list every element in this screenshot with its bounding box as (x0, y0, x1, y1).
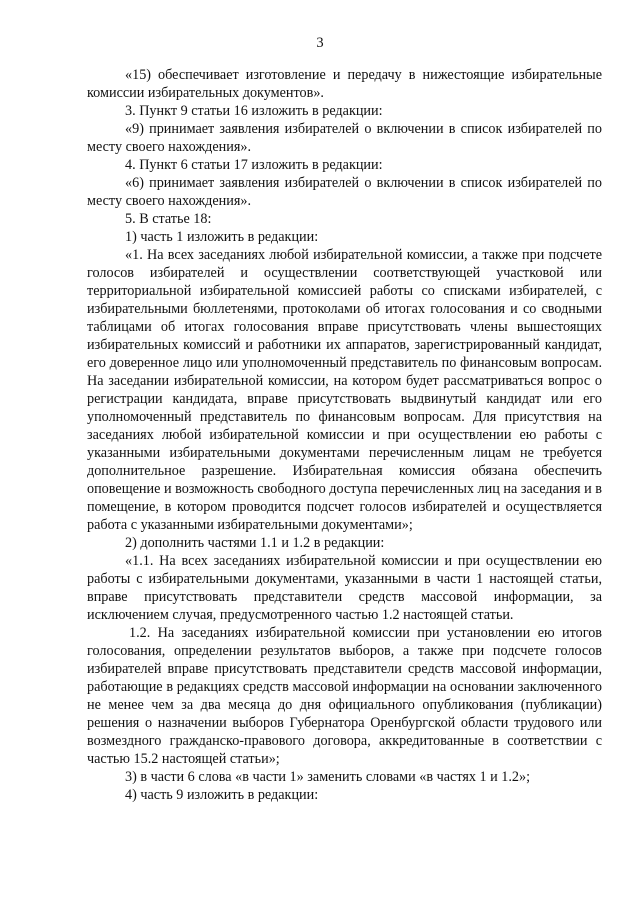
paragraph-item-15: «15) обеспечивает изготовление и передачу в нижестоящие избирательные комиссии избирательных документов». (87, 67, 602, 101)
paragraph-subpoint-1: 1) часть 1 изложить в редакции: (125, 229, 319, 245)
page-number: 3 (316, 35, 324, 51)
document-body (87, 66, 602, 804)
paragraph-part-1-2-text: 1.2. На заседаниях избирательной комиссии при установлении ею итогов голосования, определении результатов выборов, а также при подсчете голосов избирателей вправе присутствовать представители средств массовой информации, работающие в редакциях средств массовой информации на основании заключенного не менее чем за два месяца до дня официального опубликования (публикации) решения о назначении выборов Губернатора Оренбургской области трудового или возмездного гражданско-правового договора, аккредитованные в соответствии с частью 15.2 настоящей статьи»; (87, 625, 602, 767)
paragraph-point-3: 3. Пункт 9 статьи 16 изложить в редакции: (125, 103, 383, 119)
paragraph-part-1-1-text: «1.1. На всех заседаниях избирательной комиссии и при осуществлении ею работы с избирательными документами, указанными в части 1 настоящей статьи, вправе присутствовать представители средств массовой информации, за исключением случая, предусмотренного частью 1.2 настоящей статьи. (87, 553, 602, 623)
paragraph-subpoint-4: 4) часть 9 изложить в редакции: (125, 787, 319, 803)
paragraph-part-1-text: «1. На всех заседаниях любой избирательной комиссии, а также при подсчете голосов избирателей и осуществлении соответствующей участковой или территориальной избирательной комиссией работы со списками избирателей, с избирательными бюллетенями, протоколами об итогах голосования и со сводными таблицами об итогах голосования вправе присутствовать члены вышестоящих избирательных комиссий и работники их аппаратов, зарегистрированный кандидат, его доверенное лицо или уполномоченный представитель по финансовым вопросам. На заседании избирательной комиссии, на котором будет рассматриваться вопрос о регистрации кандидата, вправе присутствовать выдвинутый кандидат или его уполномоченный представитель по финансовым вопросам. Для присутствия на заседаниях любой избирательной комиссии и при осуществлении ею работы с указанными избирательными документами перечисленным лицам не требуется дополнительное разрешение. Избирательная комиссия обязана обеспечить оповещение и возможность свободного доступа перечисленных лиц на заседания и в помещение, в котором проводится подсчет голосов избирателей и осуществляется работа с указанными избирательными документами»; (87, 247, 602, 533)
paragraph-subpoint-3: 3) в части 6 слова «в части 1» заменить словами «в частях 1 и 1.2»; (125, 769, 531, 785)
paragraph-item-6: «6) принимает заявления избирателей о включении в список избирателей по месту своего нахождения». (87, 175, 602, 209)
paragraph-item-9: «9) принимает заявления избирателей о включении в список избирателей по месту своего нахождения». (87, 121, 602, 155)
paragraph-subpoint-2: 2) дополнить частями 1.1 и 1.2 в редакции: (125, 535, 385, 551)
paragraph-point-5: 5. В статье 18: (125, 211, 212, 227)
paragraph-point-4: 4. Пункт 6 статьи 17 изложить в редакции: (125, 157, 383, 173)
